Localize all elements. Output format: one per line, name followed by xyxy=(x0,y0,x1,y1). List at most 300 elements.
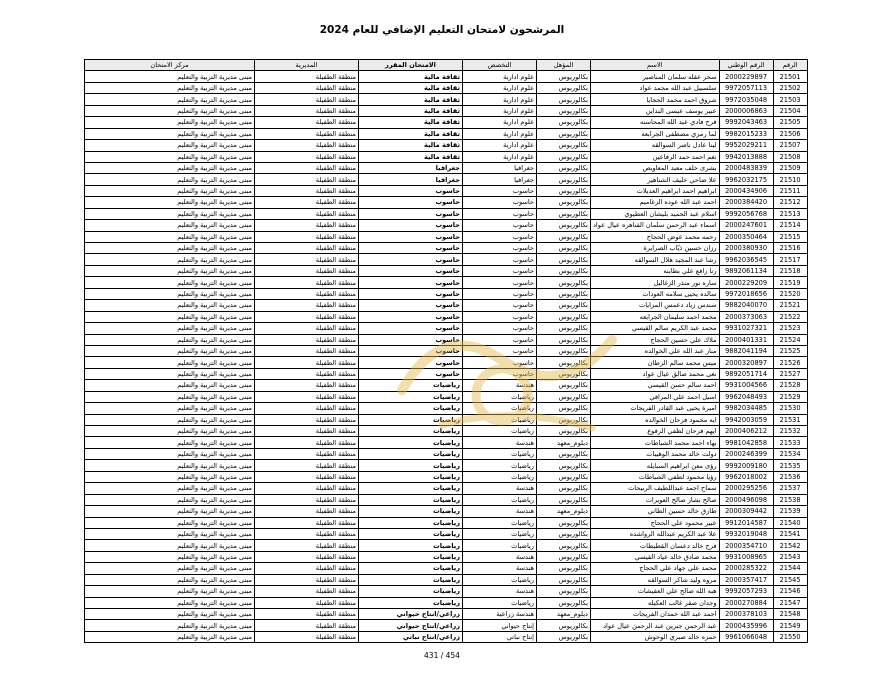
table-row xyxy=(85,185,808,196)
qualification-cell: بكالوريوس xyxy=(537,540,591,551)
candidate-name-cell: نغى محمد صالق عيال عواد xyxy=(591,368,720,379)
table-row xyxy=(85,151,808,162)
qualification-cell: دبلوم_معهد xyxy=(537,609,591,620)
row-id-cell: 21509 xyxy=(773,162,807,173)
national-id-cell: 9931004566 xyxy=(719,380,773,391)
exam-cell: زراعي/انتاج حيواني xyxy=(359,609,463,620)
specialization-cell: حاسوب xyxy=(463,323,537,334)
candidate-name-cell: سحر عقله سلمان المناصير xyxy=(591,71,720,82)
exam-cell: حاسوب xyxy=(359,323,463,334)
row-id-cell: 21505 xyxy=(773,117,807,128)
exam-center-cell: مبنى مديرية التربية والتعليم xyxy=(85,494,255,505)
table-row xyxy=(85,631,808,642)
directorate-cell: منطقة الطفيلة xyxy=(255,128,359,139)
table-row xyxy=(85,494,808,505)
candidate-name-cell: شروق احمد محمد الحجايا xyxy=(591,94,720,105)
exam-cell: جغرافيا xyxy=(359,174,463,185)
directorate-cell: منطقة الطفيلة xyxy=(255,574,359,585)
exam-cell: حاسوب xyxy=(359,254,463,265)
specialization-cell: هندسة xyxy=(463,551,537,562)
qualification-cell: بكالوريوس xyxy=(537,414,591,425)
candidate-name-cell: اسماء عبد الرحمن سلمان القناهره عيال عواد xyxy=(591,220,720,231)
candidate-name-cell: رنا رافع علي بطاينه xyxy=(591,265,720,276)
exam-cell: حاسوب xyxy=(359,277,463,288)
table-row xyxy=(85,540,808,551)
exam-cell: حاسوب xyxy=(359,311,463,322)
specialization-cell: رياضيات xyxy=(463,460,537,471)
row-id-cell: 21541 xyxy=(773,528,807,539)
qualification-cell: بكالوريوس xyxy=(537,197,591,208)
table-row xyxy=(85,380,808,391)
specialization-cell: رياضيات xyxy=(463,528,537,539)
exam-center-cell: مبنى مديرية التربية والتعليم xyxy=(85,528,255,539)
national-id-cell: 9992009180 xyxy=(719,460,773,471)
directorate-cell: منطقة الطفيلة xyxy=(255,609,359,620)
national-id-cell: 2000380930 xyxy=(719,243,773,254)
directorate-cell: منطقة الطفيلة xyxy=(255,345,359,356)
directorate-cell: منطقة الطفيلة xyxy=(255,403,359,414)
row-id-cell: 21519 xyxy=(773,277,807,288)
national-id-cell: 2000309442 xyxy=(719,506,773,517)
qualification-cell: بكالوريوس xyxy=(537,94,591,105)
specialization-cell: هندسة xyxy=(463,586,537,597)
qualification-cell: بكالوريوس xyxy=(537,357,591,368)
exam-cell: رياضيات xyxy=(359,426,463,437)
national-id-cell: 2000320897 xyxy=(719,357,773,368)
candidate-name-cell: رؤى معن ابراهيم السبايله xyxy=(591,460,720,471)
directorate-cell: منطقة الطفيلة xyxy=(255,506,359,517)
row-id-cell: 21528 xyxy=(773,380,807,391)
exam-center-cell: مبنى مديرية التربية والتعليم xyxy=(85,403,255,414)
directorate-cell: منطقة الطفيلة xyxy=(255,391,359,402)
specialization-cell: حاسوب xyxy=(463,208,537,219)
national-id-cell: 2000401331 xyxy=(719,334,773,345)
row-id-cell: 21535 xyxy=(773,460,807,471)
row-id-cell: 21533 xyxy=(773,437,807,448)
table-row xyxy=(85,82,808,93)
candidate-name-cell: محمد صادق خالد عياد القيسي xyxy=(591,551,720,562)
directorate-cell: منطقة الطفيلة xyxy=(255,494,359,505)
candidate-name-cell: اسيل احمد علي المرافي xyxy=(591,391,720,402)
row-id-cell: 21524 xyxy=(773,334,807,345)
qualification-cell: بكالوريوس xyxy=(537,620,591,631)
exam-cell: حاسوب xyxy=(359,357,463,368)
specialization-cell: حاسوب xyxy=(463,334,537,345)
candidate-name-cell: رؤيا محمود لطفي الشباطات xyxy=(591,471,720,482)
candidate-name-cell: سالده يحيى سلامه العودات xyxy=(591,288,720,299)
national-id-cell: 9981042858 xyxy=(719,437,773,448)
national-id-cell: 2000496098 xyxy=(719,494,773,505)
specialization-cell: رياضيات xyxy=(463,540,537,551)
candidate-name-cell: دولت خالد محمد الوهيبات xyxy=(591,448,720,459)
specialization-cell: علوم ادارية xyxy=(463,140,537,151)
exam-cell: رياضيات xyxy=(359,437,463,448)
directorate-cell: منطقة الطفيلة xyxy=(255,586,359,597)
table-row xyxy=(85,231,808,242)
directorate-cell: منطقة الطفيلة xyxy=(255,460,359,471)
exam-cell: جغرافيا xyxy=(359,162,463,173)
candidate-name-cell: ملاك علي حسين الحجاج xyxy=(591,334,720,345)
directorate-cell: منطقة الطفيلة xyxy=(255,597,359,608)
directorate-cell: منطقة الطفيلة xyxy=(255,243,359,254)
specialization-cell: رياضيات xyxy=(463,574,537,585)
directorate-cell: منطقة الطفيلة xyxy=(255,265,359,276)
qualification-cell: بكالوريوس xyxy=(537,174,591,185)
exam-center-cell: مبنى مديرية التربية والتعليم xyxy=(85,220,255,231)
exam-cell: حاسوب xyxy=(359,288,463,299)
directorate-cell: منطقة الطفيلة xyxy=(255,105,359,116)
row-id-cell: 21512 xyxy=(773,197,807,208)
qualification-cell: بكالوريوس xyxy=(537,243,591,254)
row-id-cell: 21550 xyxy=(773,631,807,642)
exam-center-cell: مبنى مديرية التربية والتعليم xyxy=(85,82,255,93)
exam-center-cell: مبنى مديرية التربية والتعليم xyxy=(85,94,255,105)
qualification-cell: بكالوريوس xyxy=(537,586,591,597)
candidate-name-cell: صالح بشار صالح العويرات xyxy=(591,494,720,505)
national-id-cell: 9962036545 xyxy=(719,254,773,265)
directorate-cell: منطقة الطفيلة xyxy=(255,71,359,82)
table-row xyxy=(85,162,808,173)
directorate-cell: منطقة الطفيلة xyxy=(255,174,359,185)
exam-center-cell: مبنى مديرية التربية والتعليم xyxy=(85,631,255,642)
national-id-cell: 9942003059 xyxy=(719,414,773,425)
directorate-cell: منطقة الطفيلة xyxy=(255,82,359,93)
specialization-cell: علوم ادارية xyxy=(463,117,537,128)
specialization-cell: رياضيات xyxy=(463,471,537,482)
specialization-cell: حاسوب xyxy=(463,265,537,276)
qualification-cell: بكالوريوس xyxy=(537,334,591,345)
candidate-name-cell: لينا عادل ناصر السوالقه xyxy=(591,140,720,151)
exam-cell: رياضيات xyxy=(359,391,463,402)
candidate-name-cell: ساره نور منذر الزغاليل xyxy=(591,277,720,288)
table-row xyxy=(85,140,808,151)
qualification-cell: بكالوريوس xyxy=(537,82,591,93)
exam-center-cell: مبنى مديرية التربية والتعليم xyxy=(85,609,255,620)
exam-cell: ثقافة مالية xyxy=(359,117,463,128)
specialization-cell: حاسوب xyxy=(463,277,537,288)
candidate-name-cell: طارق خالد حسين الطاني xyxy=(591,506,720,517)
candidate-name-cell: وجدان صقر غالب العكيله xyxy=(591,597,720,608)
row-id-cell: 21549 xyxy=(773,620,807,631)
national-id-cell: 9952029211 xyxy=(719,140,773,151)
qualification-cell: بكالوريوس xyxy=(537,162,591,173)
specialization-cell: هندسة xyxy=(463,380,537,391)
qualification-cell: بكالوريوس xyxy=(537,483,591,494)
row-id-cell: 21534 xyxy=(773,448,807,459)
national-id-cell: 2000270884 xyxy=(719,597,773,608)
exam-center-cell: مبنى مديرية التربية والتعليم xyxy=(85,597,255,608)
candidate-name-cell: سندس زياد دعمس المزايات xyxy=(591,300,720,311)
candidate-name-cell: محمد عبد الكريم سالم القيسي xyxy=(591,323,720,334)
table-row xyxy=(85,105,808,116)
exam-center-cell: مبنى مديرية التربية والتعليم xyxy=(85,506,255,517)
row-id-cell: 21514 xyxy=(773,220,807,231)
national-id-cell: 9912014587 xyxy=(719,517,773,528)
exam-center-cell: مبنى مديرية التربية والتعليم xyxy=(85,288,255,299)
exam-center-cell: مبنى مديرية التربية والتعليم xyxy=(85,277,255,288)
row-id-cell: 21520 xyxy=(773,288,807,299)
candidate-name-cell: سماح احمد عبداللطيف الربيحات xyxy=(591,483,720,494)
table-row xyxy=(85,334,808,345)
exam-cell: رياضيات xyxy=(359,540,463,551)
exam-center-cell: مبنى مديرية التربية والتعليم xyxy=(85,208,255,219)
national-id-cell: 2000357417 xyxy=(719,574,773,585)
column-header-exam-center: مركز الامتحان xyxy=(85,60,255,71)
row-id-cell: 21527 xyxy=(773,368,807,379)
specialization-cell: رياضيات xyxy=(463,517,537,528)
national-id-cell: 9931008965 xyxy=(719,551,773,562)
national-id-cell: 2000285322 xyxy=(719,563,773,574)
table-row xyxy=(85,414,808,425)
candidate-name-cell: نغم احمد حمد الرفاعين xyxy=(591,151,720,162)
qualification-cell: بكالوريوس xyxy=(537,597,591,608)
directorate-cell: منطقة الطفيلة xyxy=(255,563,359,574)
candidate-name-cell: اميرة يحيى عبد القادر الفريجات xyxy=(591,403,720,414)
specialization-cell: رياضيات xyxy=(463,414,537,425)
candidates-table xyxy=(84,59,808,643)
row-id-cell: 21501 xyxy=(773,71,807,82)
exam-center-cell: مبنى مديرية التربية والتعليم xyxy=(85,140,255,151)
candidate-name-cell: محمد احمد سليمان الجرابعه xyxy=(591,311,720,322)
column-header-name: الاسم xyxy=(591,60,720,71)
candidate-name-cell: حمزه خالد صبري الوحوش xyxy=(591,631,720,642)
national-id-cell: 9892061134 xyxy=(719,265,773,276)
exam-cell: رياضيات xyxy=(359,414,463,425)
exam-cell: ثقافة مالية xyxy=(359,128,463,139)
page-title: المرشحون لامتحان التعليم الإضافي للعام 2024 xyxy=(319,24,565,36)
specialization-cell: حاسوب xyxy=(463,220,537,231)
row-id-cell: 21548 xyxy=(773,609,807,620)
directorate-cell: منطقة الطفيلة xyxy=(255,551,359,562)
exam-center-cell: مبنى مديرية التربية والتعليم xyxy=(85,620,255,631)
table-row xyxy=(85,551,808,562)
exam-cell: رياضيات xyxy=(359,403,463,414)
qualification-cell: بكالوريوس xyxy=(537,391,591,402)
exam-center-cell: مبنى مديرية التربية والتعليم xyxy=(85,357,255,368)
row-id-cell: 21539 xyxy=(773,506,807,517)
specialization-cell: حاسوب xyxy=(463,357,537,368)
directorate-cell: منطقة الطفيلة xyxy=(255,220,359,231)
qualification-cell: بكالوريوس xyxy=(537,448,591,459)
table-row xyxy=(85,471,808,482)
specialization-cell: علوم ادارية xyxy=(463,82,537,93)
qualification-cell: بكالوريوس xyxy=(537,185,591,196)
exam-center-cell: مبنى مديرية التربية والتعليم xyxy=(85,151,255,162)
qualification-cell: بكالوريوس xyxy=(537,426,591,437)
candidate-name-cell: رشا عبد المجيد هلال السوالقه xyxy=(591,254,720,265)
national-id-cell: 9931027321 xyxy=(719,323,773,334)
table-row xyxy=(85,208,808,219)
exam-center-cell: مبنى مديرية التربية والتعليم xyxy=(85,551,255,562)
table-row xyxy=(85,300,808,311)
exam-cell: رياضيات xyxy=(359,483,463,494)
table-row xyxy=(85,391,808,402)
national-id-cell: 9972035048 xyxy=(719,94,773,105)
national-id-cell: 2000373063 xyxy=(719,311,773,322)
national-id-cell: 2000229209 xyxy=(719,277,773,288)
table-row xyxy=(85,460,808,471)
qualification-cell: بكالوريوس xyxy=(537,517,591,528)
directorate-cell: منطقة الطفيلة xyxy=(255,300,359,311)
specialization-cell: جغرافيا xyxy=(463,162,537,173)
specialization-cell: علوم ادارية xyxy=(463,71,537,82)
table-row xyxy=(85,288,808,299)
row-id-cell: 21518 xyxy=(773,265,807,276)
directorate-cell: منطقة الطفيلة xyxy=(255,288,359,299)
specialization-cell: رياضيات xyxy=(463,597,537,608)
table-row xyxy=(85,345,808,356)
directorate-cell: منطقة الطفيلة xyxy=(255,208,359,219)
national-id-cell: 2000246399 xyxy=(719,448,773,459)
directorate-cell: منطقة الطفيلة xyxy=(255,311,359,322)
table-row xyxy=(85,426,808,437)
row-id-cell: 21546 xyxy=(773,586,807,597)
candidate-name-cell: احمد عبد الله حمدان الفريجات xyxy=(591,609,720,620)
row-id-cell: 21531 xyxy=(773,414,807,425)
exam-center-cell: مبنى مديرية التربية والتعليم xyxy=(85,448,255,459)
qualification-cell: بكالوريوس xyxy=(537,128,591,139)
table-row xyxy=(85,220,808,231)
national-id-cell: 2000006863 xyxy=(719,105,773,116)
national-id-cell: 9982034485 xyxy=(719,403,773,414)
national-id-cell: 2000229897 xyxy=(719,71,773,82)
qualification-cell: بكالوريوس xyxy=(537,220,591,231)
exam-center-cell: مبنى مديرية التربية والتعليم xyxy=(85,460,255,471)
exam-cell: رياضيات xyxy=(359,586,463,597)
exam-cell: رياضيات xyxy=(359,460,463,471)
national-id-cell: 9882040070 xyxy=(719,300,773,311)
row-id-cell: 21513 xyxy=(773,208,807,219)
specialization-cell: رياضيات xyxy=(463,426,537,437)
exam-center-cell: مبنى مديرية التربية والتعليم xyxy=(85,197,255,208)
exam-center-cell: مبنى مديرية التربية والتعليم xyxy=(85,323,255,334)
qualification-cell: بكالوريوس xyxy=(537,528,591,539)
qualification-cell: بكالوريوس xyxy=(537,231,591,242)
specialization-cell: هندسة xyxy=(463,563,537,574)
directorate-cell: منطقة الطفيلة xyxy=(255,528,359,539)
exam-cell: رياضيات xyxy=(359,380,463,391)
column-header-exam: الامتحان المقرر xyxy=(359,60,463,71)
qualification-cell: بكالوريوس xyxy=(537,380,591,391)
column-header-directorate: المديرية xyxy=(255,60,359,71)
national-id-cell: 2000483839 xyxy=(719,162,773,173)
national-id-cell: 9961066048 xyxy=(719,631,773,642)
exam-cell: رياضيات xyxy=(359,517,463,528)
row-id-cell: 21521 xyxy=(773,300,807,311)
specialization-cell: علوم ادارية xyxy=(463,128,537,139)
specialization-cell: هندسة زراعية xyxy=(463,609,537,620)
candidate-name-cell: عبد الرحمن جبرين عبد الرحمن عيال عواد xyxy=(591,620,720,631)
exam-cell: حاسوب xyxy=(359,300,463,311)
exam-center-cell: مبنى مديرية التربية والتعليم xyxy=(85,540,255,551)
specialization-cell: حاسوب xyxy=(463,185,537,196)
national-id-cell: 9962032175 xyxy=(719,174,773,185)
specialization-cell: حاسوب xyxy=(463,311,537,322)
exam-cell: ثقافة مالية xyxy=(359,71,463,82)
directorate-cell: منطقة الطفيلة xyxy=(255,483,359,494)
row-id-cell: 21543 xyxy=(773,551,807,562)
row-id-cell: 21537 xyxy=(773,483,807,494)
row-id-cell: 21506 xyxy=(773,128,807,139)
candidate-name-cell: لما رمزي مصطفى الجرابعه xyxy=(591,128,720,139)
exam-cell: حاسوب xyxy=(359,197,463,208)
qualification-cell: بكالوريوس xyxy=(537,631,591,642)
exam-center-cell: مبنى مديرية التربية والتعليم xyxy=(85,345,255,356)
specialization-cell: علوم ادارية xyxy=(463,105,537,116)
directorate-cell: منطقة الطفيلة xyxy=(255,185,359,196)
specialization-cell: رياضيات xyxy=(463,448,537,459)
national-id-cell: 2000384420 xyxy=(719,197,773,208)
directorate-cell: منطقة الطفيلة xyxy=(255,254,359,265)
table-row xyxy=(85,483,808,494)
directorate-cell: منطقة الطفيلة xyxy=(255,448,359,459)
table-row xyxy=(85,243,808,254)
national-id-cell: 2000350464 xyxy=(719,231,773,242)
table-row xyxy=(85,609,808,620)
qualification-cell: بكالوريوس xyxy=(537,71,591,82)
candidate-name-cell: ايه محمود فرحان الخوالده xyxy=(591,414,720,425)
exam-cell: ثقافة مالية xyxy=(359,94,463,105)
table-row xyxy=(85,368,808,379)
exam-cell: حاسوب xyxy=(359,220,463,231)
candidate-name-cell: اسلام عبد الحميد بليشان العطيوي xyxy=(591,208,720,219)
qualification-cell: بكالوريوس xyxy=(537,151,591,162)
qualification-cell: بكالوريوس xyxy=(537,288,591,299)
exam-center-cell: مبنى مديرية التربية والتعليم xyxy=(85,426,255,437)
qualification-cell: بكالوريوس xyxy=(537,403,591,414)
qualification-cell: بكالوريوس xyxy=(537,460,591,471)
national-id-cell: 9992043463 xyxy=(719,117,773,128)
exam-cell: ثقافة مالية xyxy=(359,140,463,151)
table-row xyxy=(85,574,808,585)
table-row xyxy=(85,277,808,288)
exam-cell: رياضيات xyxy=(359,506,463,517)
directorate-cell: منطقة الطفيلة xyxy=(255,631,359,642)
national-id-cell: 9962018002 xyxy=(719,471,773,482)
directorate-cell: منطقة الطفيلة xyxy=(255,151,359,162)
candidate-name-cell: علا ضاحي خليف الشناهير xyxy=(591,174,720,185)
qualification-cell: بكالوريوس xyxy=(537,254,591,265)
exam-cell: رياضيات xyxy=(359,448,463,459)
row-id-cell: 21540 xyxy=(773,517,807,528)
candidate-name-cell: احمد عبد الله عوده الزغاميم xyxy=(591,197,720,208)
row-id-cell: 21507 xyxy=(773,140,807,151)
exam-center-cell: مبنى مديرية التربية والتعليم xyxy=(85,128,255,139)
qualification-cell: بكالوريوس xyxy=(537,105,591,116)
row-id-cell: 21511 xyxy=(773,185,807,196)
row-id-cell: 21508 xyxy=(773,151,807,162)
candidate-name-cell: مروه وليد شاكر السوالقه xyxy=(591,574,720,585)
exam-center-cell: مبنى مديرية التربية والتعليم xyxy=(85,380,255,391)
table-row xyxy=(85,71,808,82)
qualification-cell: بكالوريوس xyxy=(537,345,591,356)
candidate-name-cell: عبير محمود علي الحجاج xyxy=(591,517,720,528)
table-row xyxy=(85,94,808,105)
exam-center-cell: مبنى مديرية التربية والتعليم xyxy=(85,586,255,597)
exam-center-cell: مبنى مديرية التربية والتعليم xyxy=(85,437,255,448)
row-id-cell: 21523 xyxy=(773,323,807,334)
table-row xyxy=(85,620,808,631)
specialization-cell: هندسة xyxy=(463,483,537,494)
row-id-cell: 21504 xyxy=(773,105,807,116)
specialization-cell: رياضيات xyxy=(463,494,537,505)
specialization-cell: حاسوب xyxy=(463,254,537,265)
row-id-cell: 21525 xyxy=(773,345,807,356)
exam-cell: رياضيات xyxy=(359,551,463,562)
row-id-cell: 21515 xyxy=(773,231,807,242)
directorate-cell: منطقة الطفيلة xyxy=(255,140,359,151)
row-id-cell: 21538 xyxy=(773,494,807,505)
